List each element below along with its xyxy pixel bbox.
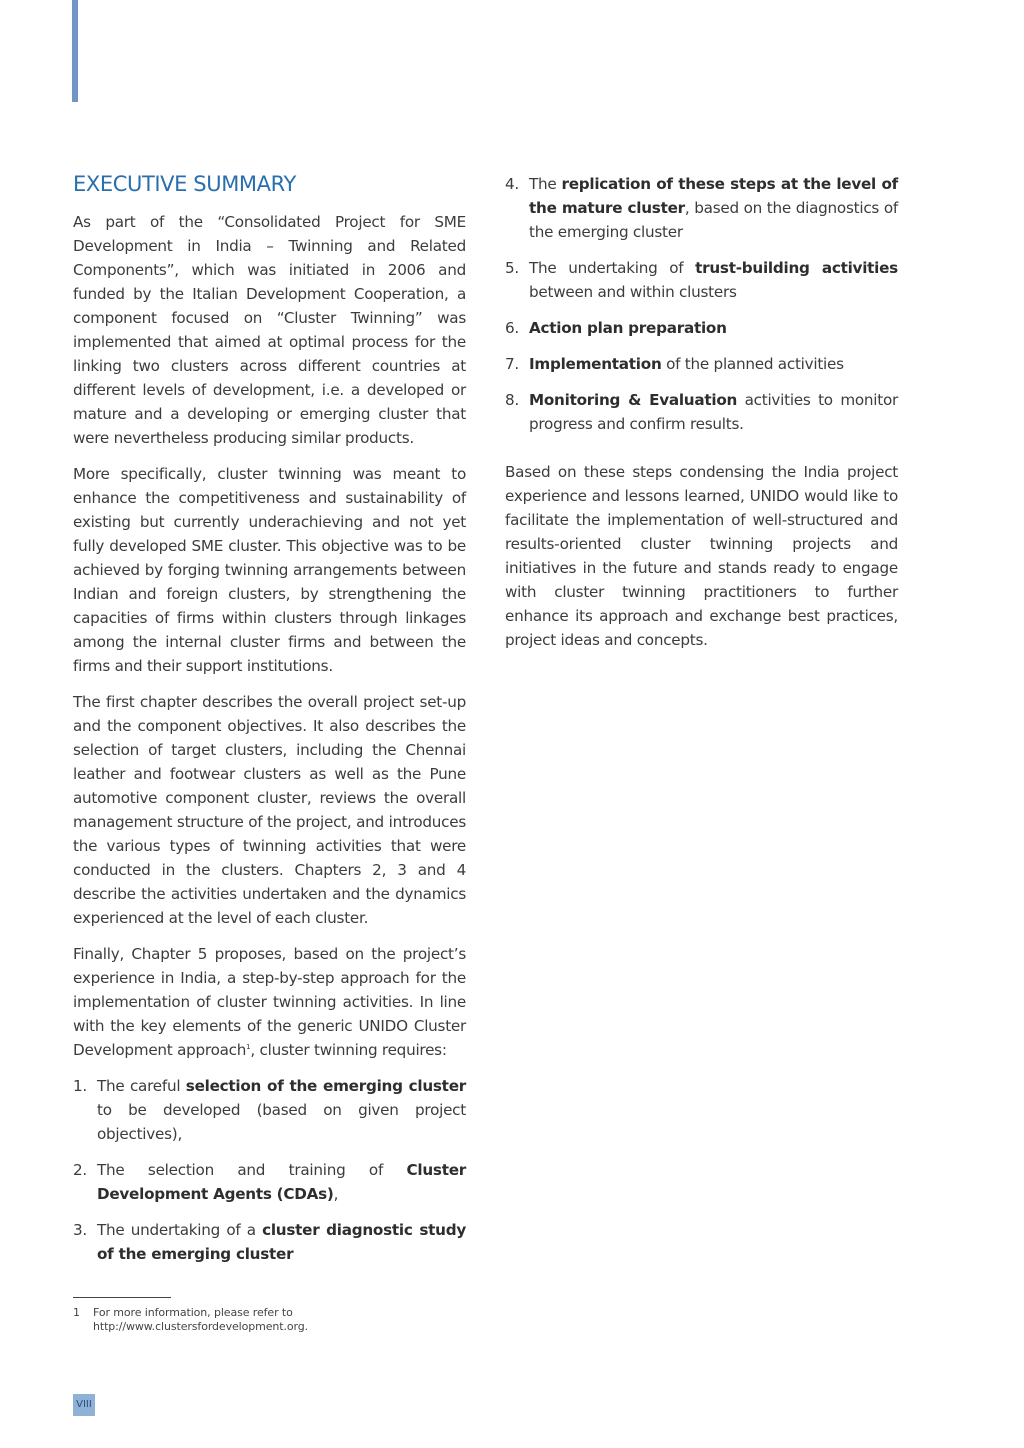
list-text <box>529 352 898 376</box>
list-text-bold: Implementation <box>529 355 662 373</box>
paragraph-4-text: Finally, Chapter 5 proposes, based on the project’s experience in India, a step-by-step approach for the implementation of cluster twinning activities. In line with the key elements of the generic UNIDO Cluster Development approach <box>73 945 466 1059</box>
steps-list-right <box>505 172 898 436</box>
list-item <box>73 1158 466 1206</box>
list-text-post: activities to monitor progress and confirm results. <box>529 391 898 433</box>
list-text <box>97 1158 466 1206</box>
list-text-post: of the planned activities <box>661 355 844 373</box>
list-text-post: between and within clusters <box>529 283 737 301</box>
paragraph-3: The first chapter describes the overall project set-up and the component objectives. It also describes the selection of target clusters, including the Chennai leather and footwear clusters as well as the Pune automotive component cluster, reviews the overall management structure of the project, and introduces the various types of twinning activities that were conducted in the clusters. Chapters 2, 3 and 4 describe the activities undertaken and the dynamics experienced at the level of each cluster. <box>73 693 466 927</box>
list-item <box>73 1218 466 1266</box>
list-text-bold: selection of the emerging cluster <box>185 1077 466 1095</box>
section-heading: EXECUTIVE SUMMARY <box>73 172 296 196</box>
list-text-pre: The <box>529 175 562 193</box>
list-text <box>529 172 898 244</box>
footnote-line-1: For more information, please refer to <box>93 1306 293 1319</box>
list-number: 5. <box>505 259 519 277</box>
list-text <box>529 388 898 436</box>
list-text-bold: replication of these steps at the level of the mature cluster <box>529 175 898 217</box>
list-text <box>97 1218 466 1266</box>
page-number: VIII <box>73 1394 95 1416</box>
footnote-text <box>93 1306 308 1334</box>
footnote-number: 1 <box>73 1306 80 1319</box>
left-column <box>73 172 466 1278</box>
footnote-url: http://www.clustersfordevelopment.org. <box>93 1320 309 1333</box>
list-text <box>97 1074 466 1146</box>
list-number: 6. <box>505 319 519 337</box>
list-number: 8. <box>505 391 519 409</box>
list-text-bold: cluster diagnostic study of the emerging cluster <box>97 1221 466 1263</box>
list-text-bold: Cluster Development Agents (CDAs) <box>97 1161 466 1203</box>
paragraph-4-tail: , cluster twinning requires: <box>250 1041 447 1059</box>
list-text-pre: The undertaking of a <box>97 1221 263 1239</box>
list-text-pre: The selection and training of <box>97 1161 407 1179</box>
accent-bar <box>72 0 78 102</box>
list-text-pre: The undertaking of <box>529 259 696 277</box>
list-text-pre: The careful <box>97 1077 186 1095</box>
list-item <box>505 316 898 340</box>
paragraph-2: More specifically, cluster twinning was meant to enhance the competitiveness and sustainability of existing but currently underachieving and not yet fully developed SME cluster. This objective was to be achieved by forging twinning arrangements between Indian and foreign clusters, by strengthening the capacities of firms within clusters through linkages among the internal cluster firms and between the firms and their support institutions. <box>73 465 466 675</box>
list-text <box>529 256 898 304</box>
list-number: 3. <box>73 1221 87 1239</box>
closing-paragraph: Based on these steps condensing the India project experience and lessons learned, UNIDO would like to facilitate the implementation of well-structured and results-oriented cluster twinning projects and initiatives in the future and stands ready to engage with cluster twinning practitioners to further enhance its approach and exchange best practices, project ideas and concepts. <box>505 463 898 649</box>
list-item <box>505 388 898 436</box>
paragraph-4 <box>73 942 466 1062</box>
list-number: 2. <box>73 1161 87 1179</box>
list-number: 7. <box>505 355 519 373</box>
list-item <box>73 1074 466 1146</box>
list-text-post: , based on the diagnostics of the emerging cluster <box>529 199 898 241</box>
paragraph-1: As part of the “Consolidated Project for SME Development in India – Twinning and Related Components”, which was initiated in 2006 and funded by the Italian Development Cooperation, a component focused on “Cluster Twinning” was implemented that aimed at optimal process for the linking two clusters across different countries at different levels of development, i.e. a developed or mature and a developing or emerging cluster that were nevertheless producing similar products. <box>73 213 466 447</box>
list-text-bold: Action plan preparation <box>529 319 727 337</box>
list-item <box>505 172 898 244</box>
right-column <box>505 172 898 664</box>
list-number: 1. <box>73 1077 87 1095</box>
list-text-post: to be developed (based on given project objectives), <box>97 1101 466 1143</box>
list-text <box>529 316 898 340</box>
footnote-ref: 1 <box>246 1042 251 1051</box>
footnote <box>73 1306 308 1334</box>
list-text-bold: Monitoring & Evaluation <box>529 391 738 409</box>
list-text-post: , <box>333 1185 339 1203</box>
footnote-divider <box>73 1297 171 1298</box>
list-number: 4. <box>505 175 519 193</box>
list-text-bold: trust-building activities <box>695 259 898 277</box>
steps-list-left <box>73 1074 466 1266</box>
list-item <box>505 352 898 376</box>
list-item <box>505 256 898 304</box>
